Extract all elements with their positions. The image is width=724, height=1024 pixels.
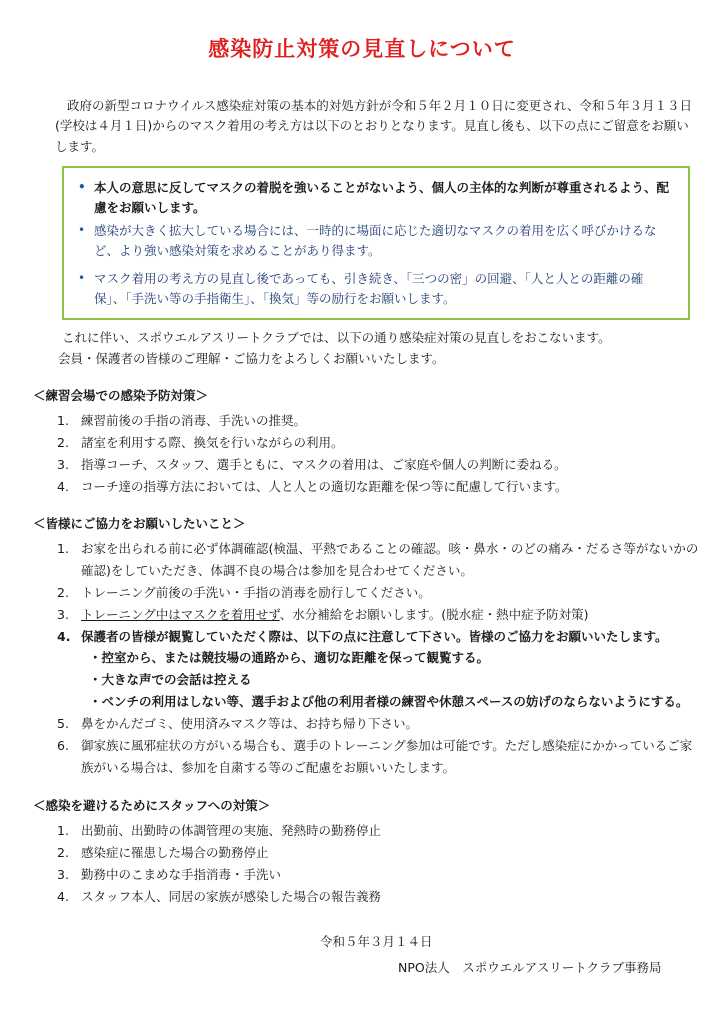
- guidance-text: 本人の意思に反してマスクの着脱を強いることがないよう、個人の主体的な判断が尊重されるよう、配慮をお願いします。: [94, 180, 670, 215]
- page-title: 感染防止対策の見直しについて: [208, 37, 516, 61]
- guidance-text: 感染が大きく拡大している場合には、一時的に場面に応じた適切なマスクの着用を広く呼びかけるなど、より強い感染対策を求めることがあり得ます。: [94, 223, 657, 258]
- item-number: 2.: [57, 434, 69, 450]
- item-number: 4.: [57, 478, 69, 494]
- announcement: [58, 328, 702, 369]
- list-item: [33, 454, 703, 476]
- announcement-line: これに伴い、スポウエルアスリートクラブでは、以下の通り感染症対策の見直しをおこないます。: [62, 330, 611, 345]
- item-number: 3.: [57, 456, 69, 472]
- guidance-text: マスク着用の考え方の見直し後であっても、引き続き、「三つの密」の回避、「人と人との距離の確保」、「手洗い等の手指衛生」、「換気」等の励行をお願いします。: [94, 271, 644, 306]
- section-staff-measures: [33, 796, 703, 908]
- section-heading: ＜感染を避けるためにスタッフへの対策＞: [33, 798, 271, 813]
- bullet-icon: •: [78, 271, 86, 285]
- item-text: 感染症に罹患した場合の勤務停止: [81, 844, 269, 860]
- guidance-item: [78, 269, 672, 309]
- list-item: [33, 582, 703, 604]
- item-text: トレーニング前後の手洗い・手指の消毒を励行してください。: [81, 584, 431, 600]
- bullet-icon: •: [78, 223, 86, 237]
- list-item: [33, 410, 703, 432]
- item-number: 4.: [57, 888, 69, 904]
- item-text: 諸室を利用する際、換気を行いながらの利用。: [81, 434, 344, 450]
- item-text: 勤務中のこまめな手指消毒・手洗い: [81, 866, 282, 882]
- list-item: [33, 820, 703, 842]
- organization-name: NPO法人 スポウエルアスリートクラブ事務局: [398, 960, 662, 975]
- list-item: [33, 476, 703, 498]
- list-item: [33, 735, 703, 779]
- numbered-list: [33, 820, 703, 908]
- item-number: 4.: [57, 628, 71, 644]
- item-number: 1.: [57, 413, 69, 428]
- section-heading: ＜皆様にご協力をお願いしたいこと＞: [33, 516, 246, 531]
- item-number: 3.: [57, 606, 69, 622]
- list-item: [33, 886, 703, 908]
- bullet-icon: •: [78, 180, 86, 194]
- section-member-requests: [33, 514, 703, 779]
- list-item: [33, 864, 703, 886]
- item-number: 2.: [57, 584, 69, 600]
- list-item: [33, 432, 703, 454]
- section-venue-measures: [33, 386, 703, 498]
- item-number: 5.: [57, 716, 69, 731]
- numbered-list: [33, 410, 703, 498]
- list-item: [33, 538, 703, 582]
- issue-date: 令和５年３月１４日: [320, 934, 433, 949]
- item-number: 3.: [57, 866, 69, 882]
- item-number: 6.: [57, 737, 69, 753]
- sub-item: ・大きな声での会話は控える: [89, 672, 252, 688]
- item-text: スタッフ本人、同居の家族が感染した場合の報告義務: [81, 888, 382, 904]
- item-text: 練習前後の手指の消毒、手洗いの推奨。: [81, 413, 307, 428]
- item-text: 指導コーチ、スタッフ、選手ともに、マスクの着用は、ご家庭や個人の判断に委ねる。: [81, 456, 567, 472]
- item-number: 1.: [57, 823, 69, 838]
- item-number: 2.: [57, 844, 69, 860]
- list-item: [33, 713, 703, 735]
- item-text: コーチ達の指導方法においては、人と人との適切な距離を保つ等に配慮して行います。: [81, 478, 568, 494]
- item-text: 保護者の皆様が観覧していただく際は、以下の点に注意して下さい。皆様のご協力をお願いいたします。: [81, 628, 668, 644]
- sub-list: [81, 647, 703, 713]
- announcement-line: 会員・保護者の皆様のご理解・ご協力をよろしくお願いいたします。: [58, 350, 445, 366]
- item-text: 、水分補給をお願いします。(脱水症・熱中症予防対策): [279, 606, 589, 622]
- sub-item: ・控室から、または競技場の通路から、適切な距離を保って観覧する。: [89, 650, 490, 666]
- item-text: 御家族に風邪症状の方がいる場合も、選手のトレーニング参加は可能です。ただし感染症にかかっているご家族がいる場合は、参加を自粛する等のご配慮をお願いいたします。: [81, 737, 693, 775]
- item-number: 1.: [57, 541, 69, 556]
- item-text: 鼻をかんだゴミ、使用済みマスク等は、お持ち帰り下さい。: [81, 716, 419, 731]
- guidance-item: [78, 221, 672, 261]
- list-item: [33, 604, 703, 626]
- numbered-list: [33, 538, 703, 779]
- section-heading: ＜練習会場での感染予防対策＞: [33, 388, 209, 403]
- item-text: 出勤前、出勤時の体調管理の実施、発熱時の勤務停止: [81, 823, 382, 838]
- guidance-list: [78, 178, 672, 309]
- mask-guidance-box: [62, 166, 690, 320]
- intro-paragraph: 政府の新型コロナウイルス感染症対策の基本的対処方針が令和５年２月１０日に変更され、令和５年３月１３日(学校は４月１日)からのマスク着用の考え方は以下のとおりとなります。見直し後も、以下の点にご留意をお願いします。: [55, 98, 693, 154]
- item-text: お家を出られる前に必ず体調確認(検温、平熱であることの確認。咳・鼻水・のどの痛み・だるさ等がないかの確認)をしていただき、体調不良の場合は参加を見合わせてください。: [81, 541, 699, 578]
- list-item: [33, 842, 703, 864]
- guidance-item: [78, 178, 672, 218]
- item-text-underlined: トレーニング中はマスクを着用せず: [81, 606, 280, 622]
- list-item: [33, 626, 703, 714]
- sub-item: ・ベンチの利用はしない等、選手および他の利用者様の練習や休憩スペースの妨げのならないようにする。: [89, 694, 689, 710]
